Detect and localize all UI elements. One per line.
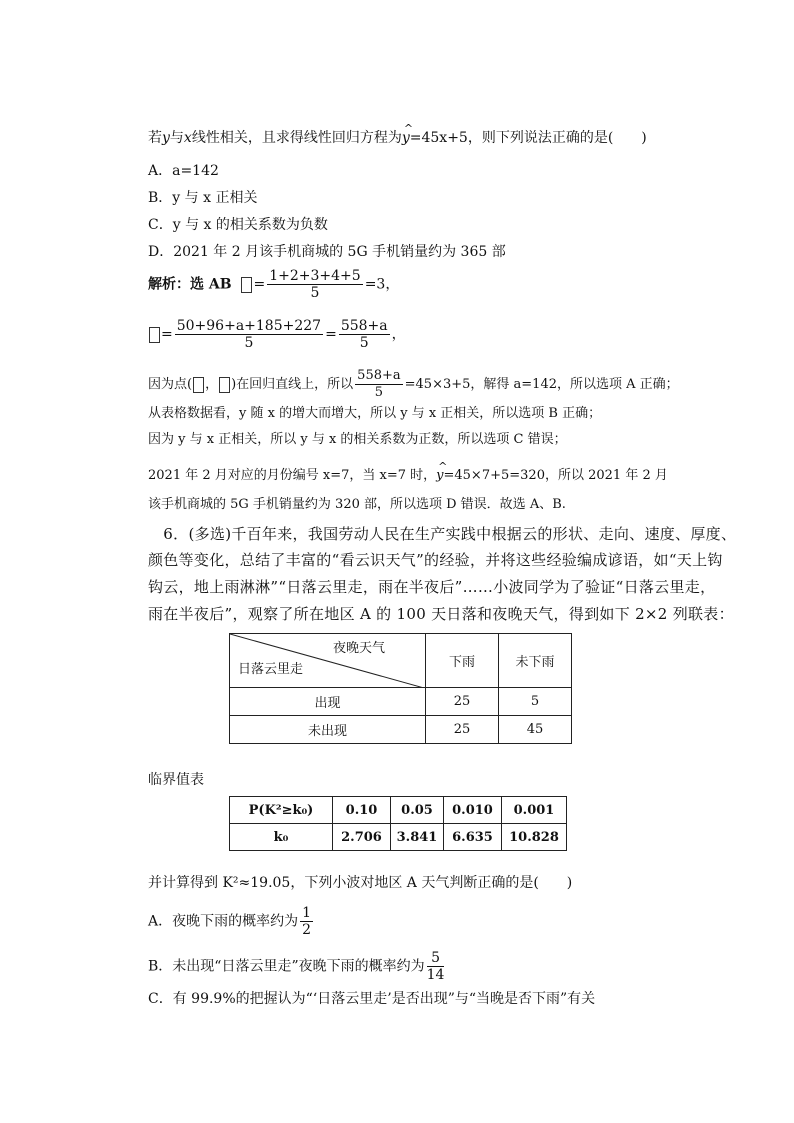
table-cell: 2.706 [333, 824, 391, 851]
solution-line-3: 因为点( ， )在回归直线上，所以 $\frac{558+a}{5}$ =45×3+5，解得 a=142，所以选项 A 正确； [148, 368, 679, 400]
table-cell: 0.001 [502, 797, 567, 824]
col-header: 未下雨 [499, 634, 572, 688]
table-row [230, 716, 572, 744]
x-bar-symbol [241, 277, 252, 293]
l3-fraction: $\frac{558+a}{5}$ [357, 368, 401, 400]
solution-line-4: 从表格数据看，y 随 x 的增大而增大，所以 y 与 x 正相关，所以选项 B 正确； [148, 406, 602, 421]
corner-bottom-label: 日落云里走 [238, 662, 304, 677]
table-cell: 45 [499, 716, 572, 744]
table-cell: 25 [426, 716, 499, 744]
solution-xbar: 解析：选 AB = $\frac{1+2+3+4+5}{5}$ =3， [148, 268, 400, 301]
q5-option-a: A．a=142 [148, 163, 219, 179]
col-header: 下雨 [426, 634, 499, 688]
solution-line-7: 该手机商城的 5G 手机销量约为 320 部，所以选项 D 错误．故选 A、B. [148, 497, 566, 512]
q6-option-b: B．未出现“日落云里走”夜晚下雨的概率约为 $\frac{5}{14}$ [148, 950, 445, 983]
point-x-symbol [193, 377, 204, 393]
table-cell: 6.635 [444, 824, 502, 851]
q6-para-2: 颜色等变化，总结了丰富的“看云识天气”的经验，并将这些经验编成谚语，如“天上钩 [148, 551, 723, 569]
fraction-one-half: $\frac{1}{2}$ [302, 905, 312, 938]
q5-option-d: D．2021 年 2 月该手机商城的 5G 手机销量约为 365 部 [148, 244, 506, 260]
solution-line-6: 2021 年 2 月对应的月份编号 x=7，当 x=7 时，^ y=45×7+5=320，所以 2021 年 2 月 [148, 466, 668, 486]
table-row [230, 688, 572, 716]
table-cell: 0.10 [333, 797, 391, 824]
q6-para-1: 6．(多选)千百年来，我国劳动人民在生产实践中根据云的形状、走向、速度、厚度、 [148, 525, 737, 543]
row-label: 未出现 [230, 716, 426, 744]
point-y-symbol [219, 377, 230, 393]
q6-option-a: A．夜晚下雨的概率约为 $\frac{1}{2}$ [148, 905, 312, 938]
q5-stem: 若y与x线性相关，且求得线性回归方程为^ y=45x+5，则下列说法正确的是( ) [148, 128, 647, 148]
table-cell: 5 [499, 688, 572, 716]
row-label: k₀ [230, 824, 333, 851]
table-cell: 10.828 [502, 824, 567, 851]
solution-ybar: = $\frac{50+96+a+185+227}{5}$ = $\frac{558+a}{5}$ ， [148, 318, 406, 351]
q5-option-b: B．y 与 x 正相关 [148, 190, 258, 206]
table-cell: 0.05 [391, 797, 444, 824]
table-cell: 25 [426, 688, 499, 716]
y-hat: ^ y [402, 128, 410, 148]
row-label: P(K²≥k₀) [230, 797, 333, 824]
table-cell: 3.841 [391, 824, 444, 851]
y-bar-fraction-2: $\frac{558+a}{5}$ [340, 318, 388, 351]
table-row [230, 797, 567, 824]
critical-value-table [229, 796, 567, 851]
fraction-5-14: $\frac{5}{14}$ [426, 950, 445, 983]
table-cell: 0.010 [444, 797, 502, 824]
corner-top-label: 夜晚天气 [332, 641, 385, 656]
y-bar-fraction: $\frac{50+96+a+185+227}{5}$ [176, 318, 322, 351]
q6-para-3: 钩云，地上雨淋淋”“日落云里走，雨在半夜后”……小波同学为了验证“日落云里走， [148, 578, 716, 596]
table-row [230, 824, 567, 851]
critical-table-title: 临界值表 [148, 772, 204, 788]
contingency-table [229, 633, 572, 744]
q5-option-c: C．y 与 x 的相关系数为负数 [148, 217, 328, 233]
solution-line-5: 因为 y 与 x 正相关，所以 y 与 x 的相关系数为正数，所以选项 C 错误； [148, 432, 567, 447]
q6-stem: 并计算得到 K²≈19.05，下列小波对地区 A 天气判断正确的是( ) [148, 875, 573, 891]
y-bar-symbol [149, 327, 160, 343]
q6-option-c: C．有 99.9%的把握认为“‘日落云里走’是否出现”与“当晚是否下雨”有关 [148, 991, 596, 1007]
row-label: 出现 [230, 688, 426, 716]
corner-cell [230, 634, 426, 688]
q6-para-4: 雨在半夜后”，观察了所在地区 A 的 100 天日落和夜晚天气，得到如下 2×2 列联表： [148, 605, 734, 623]
x-bar-fraction: $\frac{1+2+3+4+5}{5}$ [269, 268, 361, 301]
y-hat-2: ^ y [436, 466, 443, 486]
